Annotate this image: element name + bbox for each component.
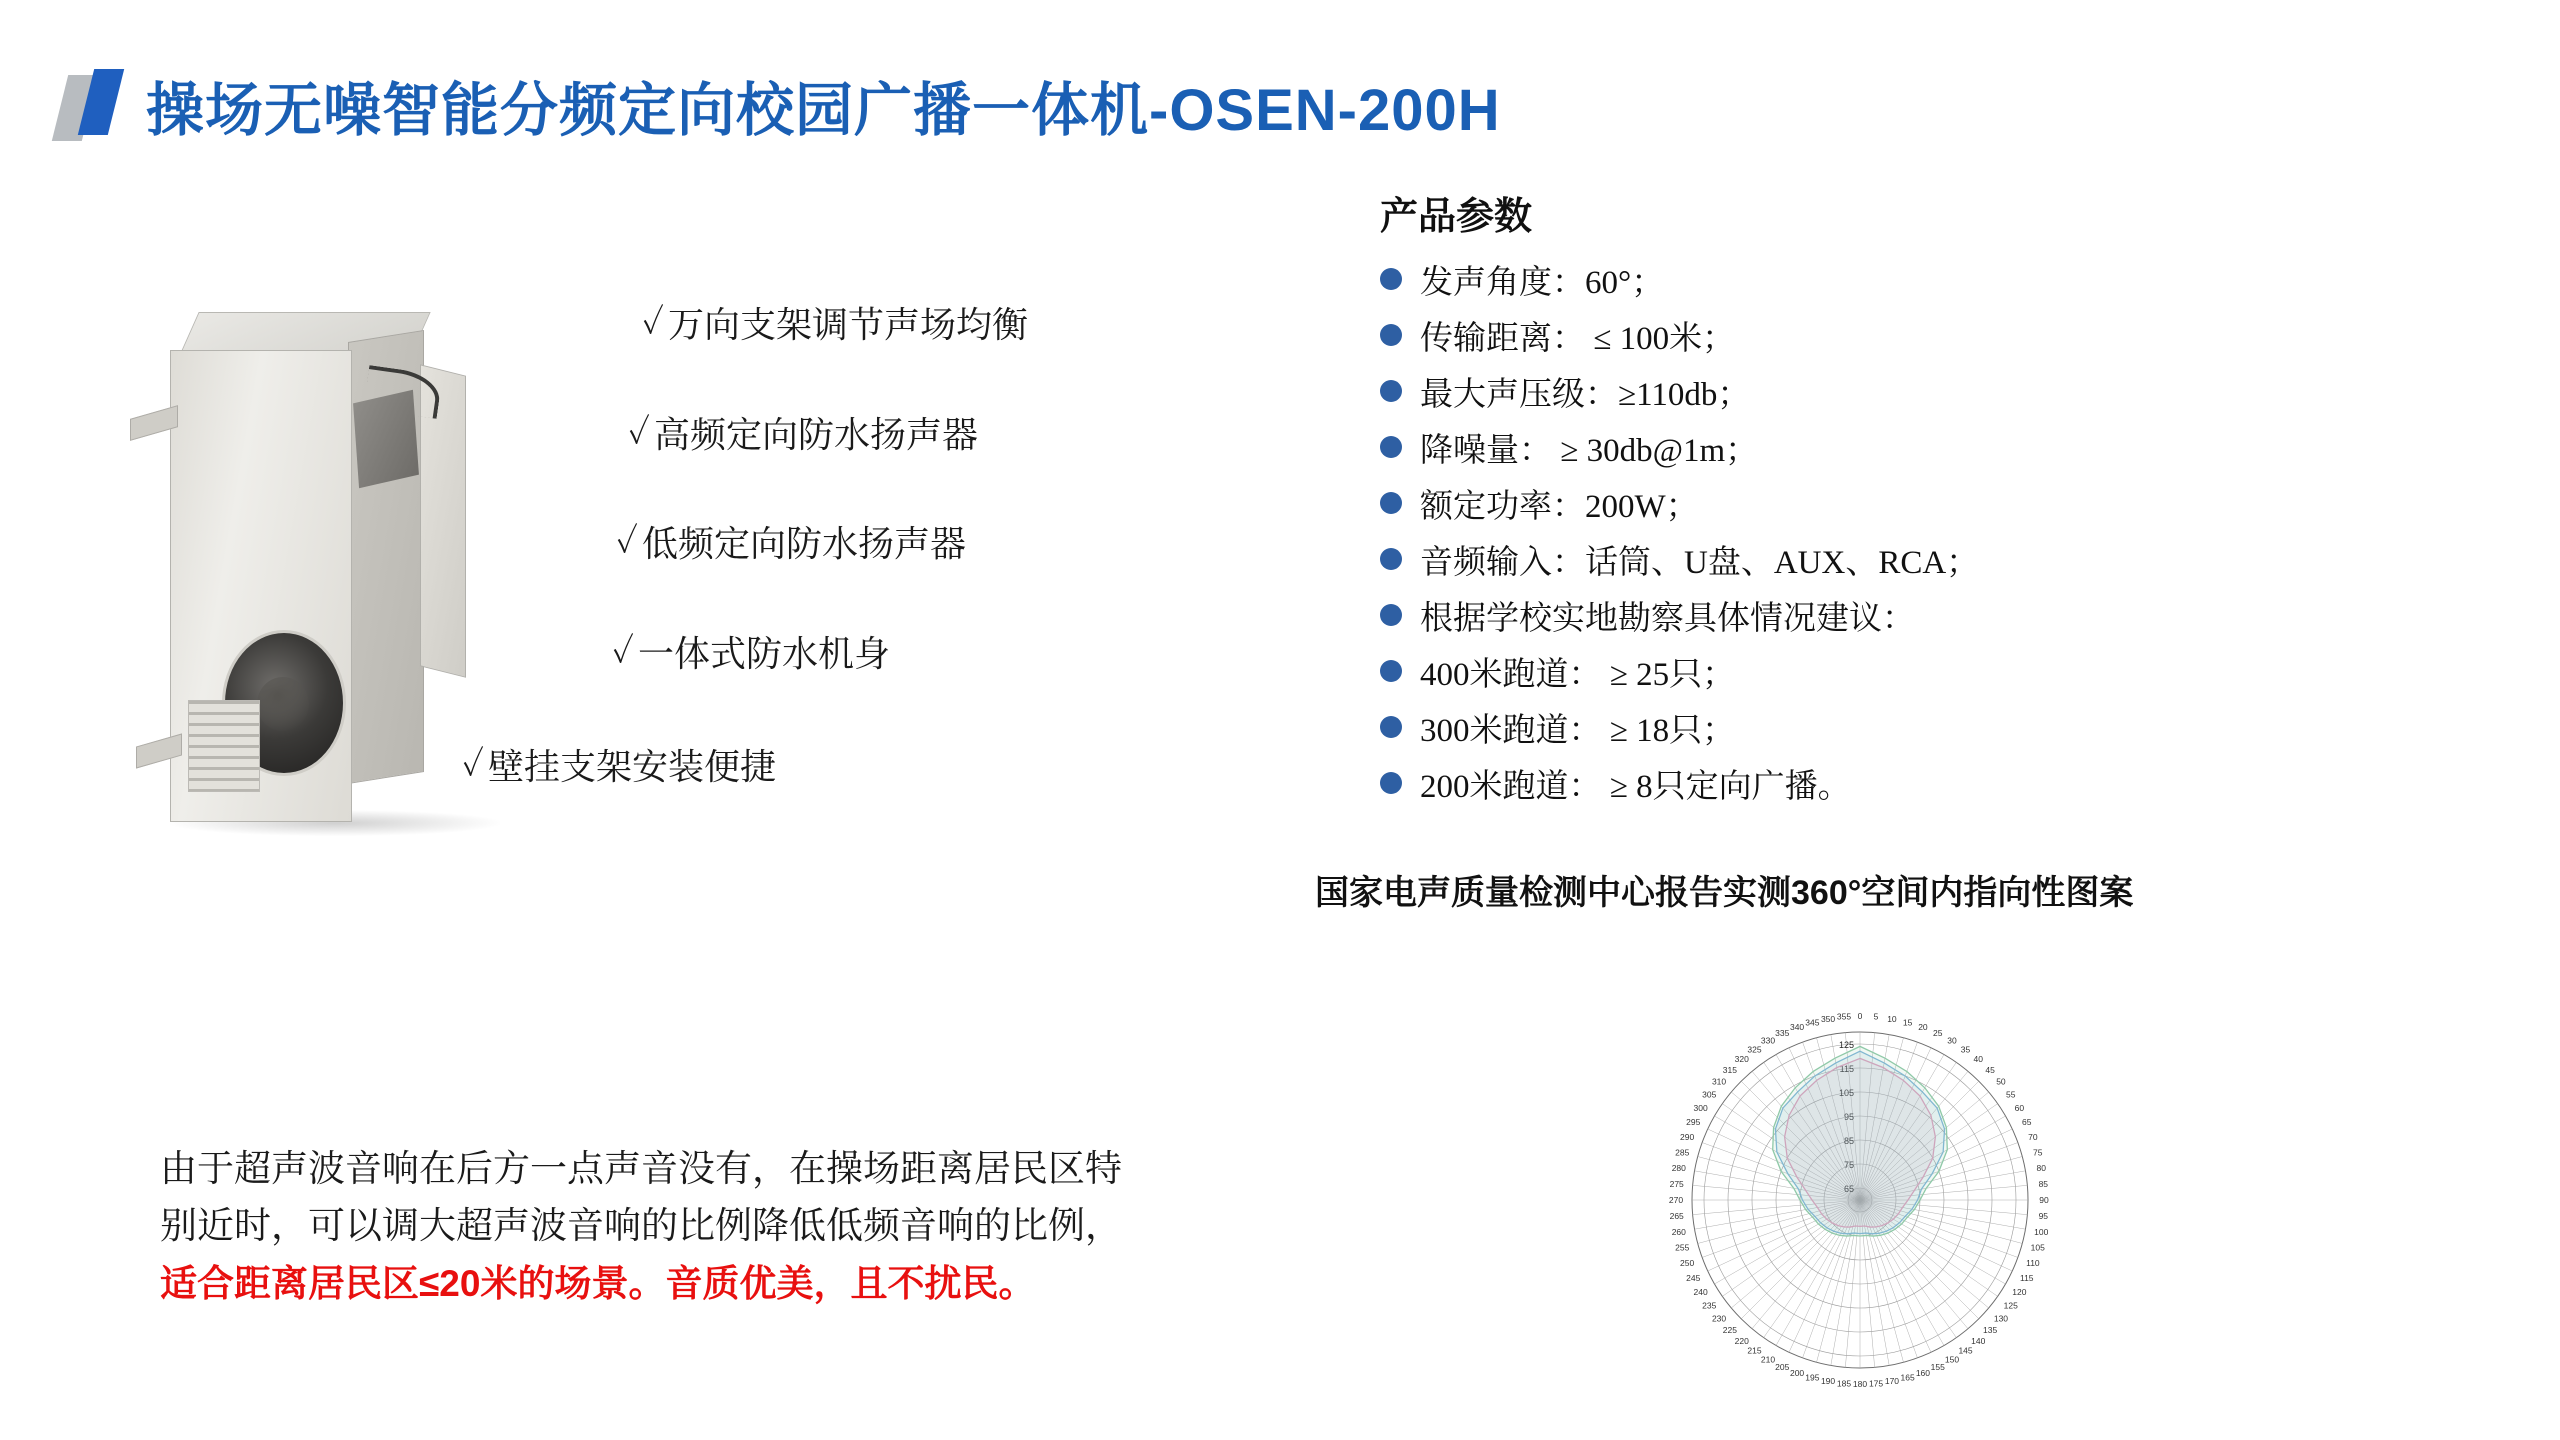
svg-text:115: 115 [2019,1272,2034,1283]
parameter-row [1380,592,2460,639]
page-title: 操场无噪智能分频定向校园广播一体机-OSEN-200H [146,78,1501,143]
svg-text:200: 200 [1789,1367,1805,1378]
parameter-text: 传输距离： ≤ 100米； [1420,321,1736,357]
svg-text:160: 160 [1915,1367,1931,1378]
feature-label: 高频定向防水扬声器 [653,413,978,455]
check-icon: ✓ [612,632,634,671]
feature-label: 一体式防水机身 [637,632,890,674]
svg-text:290: 290 [1680,1132,1695,1143]
svg-text:345: 345 [1805,1017,1820,1028]
bottom-note-line-3-highlight: 适合距离居民区≤20米的场景。音质优美，且不扰民。 [160,1262,1036,1304]
svg-text:35: 35 [1960,1044,1971,1055]
svg-text:320: 320 [1734,1054,1749,1065]
svg-text:40: 40 [1973,1054,1984,1065]
polar-chart-caption: 国家电声质量检测中心报告实测360°空间内指向性图案 [1315,874,2134,912]
svg-text:185: 185 [1836,1378,1852,1389]
svg-text:325: 325 [1747,1044,1762,1055]
feature-label: 壁挂支架安装便捷 [487,746,776,788]
svg-text:210: 210 [1760,1354,1776,1365]
svg-text:30: 30 [1947,1035,1957,1046]
svg-text:5: 5 [1873,1011,1879,1022]
parameter-row [1380,368,2460,415]
svg-text:225: 225 [1722,1325,1737,1336]
parameter-text: 降噪量： ≥ 30db@1m； [1420,433,1759,469]
svg-text:95: 95 [2038,1211,2049,1222]
feature-label: 万向支架调节声场均衡 [667,304,1028,345]
svg-text:295: 295 [1686,1117,1701,1128]
bullet-icon [1380,604,1402,626]
parameter-text: 最大声压级：≥110db； [1420,377,1751,413]
svg-text:125: 125 [1838,1040,1854,1050]
page-header [60,60,1501,150]
svg-text:180: 180 [1852,1379,1868,1389]
svg-text:205: 205 [1775,1361,1790,1372]
svg-text:135: 135 [1983,1325,1998,1336]
svg-text:20: 20 [1918,1022,1928,1033]
svg-text:190: 190 [1820,1376,1836,1387]
svg-text:265: 265 [1669,1211,1684,1222]
svg-text:230: 230 [1711,1313,1727,1324]
svg-text:310: 310 [1711,1076,1727,1087]
svg-text:260: 260 [1671,1226,1686,1237]
check-icon: ✓ [616,523,638,562]
svg-text:250: 250 [1680,1257,1695,1268]
parameter-text: 额定功率：200W； [1420,489,1699,525]
svg-text:335: 335 [1775,1028,1790,1039]
feature-item [616,524,1172,564]
svg-text:70: 70 [2028,1132,2038,1143]
svg-text:285: 285 [1675,1147,1690,1158]
bullet-icon [1380,268,1402,290]
svg-text:45: 45 [1985,1064,1995,1075]
parameter-row [1380,536,2460,583]
bullet-icon [1380,324,1402,346]
feature-item [612,634,1172,674]
svg-text:85: 85 [2038,1178,2049,1189]
svg-text:140: 140 [1971,1335,1986,1346]
feature-label: 低频定向防水扬声器 [641,523,966,565]
product-parameters [1380,185,2460,816]
ventilation-louvers [188,700,260,792]
svg-text:15: 15 [1902,1017,1913,1028]
check-icon: ✓ [462,746,484,785]
parameter-row [1380,760,2460,807]
bottom-note [160,1140,1480,1312]
svg-text:220: 220 [1734,1335,1749,1346]
svg-text:300: 300 [1693,1103,1708,1113]
svg-text:145: 145 [1958,1345,1973,1356]
svg-text:10: 10 [1887,1013,1897,1024]
svg-text:65: 65 [2022,1117,2032,1128]
svg-text:280: 280 [1671,1163,1686,1174]
svg-text:0: 0 [1857,1011,1863,1021]
bottom-note-line-1: 由于超声波音响在后方一点声音没有，在操场距离居民区特 [160,1148,1122,1189]
polar-directivity-chart [1610,955,2110,1425]
svg-text:270: 270 [1668,1195,1684,1205]
parameter-text: 400米跑道： ≥ 25只； [1420,657,1736,693]
bullet-icon [1380,380,1402,402]
svg-text:50: 50 [1996,1076,2006,1087]
svg-text:90: 90 [2039,1195,2049,1205]
svg-text:315: 315 [1722,1064,1737,1075]
svg-text:125: 125 [2003,1300,2018,1311]
svg-text:175: 175 [1868,1378,1884,1389]
feature-list [462,304,1172,788]
feature-item [642,305,1172,345]
svg-text:350: 350 [1820,1013,1836,1024]
bullet-icon [1380,436,1402,458]
svg-text:105: 105 [2030,1242,2045,1253]
bullet-icon [1380,548,1402,570]
svg-text:235: 235 [1702,1300,1717,1311]
polar-chart-svg [1610,955,2110,1425]
svg-text:245: 245 [1686,1272,1701,1283]
svg-text:60: 60 [2014,1103,2025,1113]
parameter-row [1380,424,2460,471]
svg-text:55: 55 [2005,1089,2016,1100]
bullet-icon [1380,492,1402,514]
parameter-row [1380,480,2460,527]
svg-text:110: 110 [2026,1257,2040,1268]
bullet-icon [1380,660,1402,682]
parameter-text: 200米跑道： ≥ 8只定向广播。 [1420,769,1851,805]
parameter-text: 音频输入：话筒、U盘、AUX、RCA； [1420,545,1980,581]
svg-text:100: 100 [2034,1226,2049,1237]
svg-text:25: 25 [1933,1028,1943,1039]
svg-text:80: 80 [2036,1163,2046,1174]
feature-item [462,747,1172,787]
svg-text:75: 75 [2032,1147,2043,1158]
bullet-icon [1380,716,1402,738]
parameter-row [1380,312,2460,359]
parameters-heading: 产品参数 [1380,196,1533,238]
svg-text:130: 130 [1993,1313,2009,1324]
svg-text:155: 155 [1930,1361,1945,1372]
svg-text:195: 195 [1805,1372,1820,1383]
svg-text:275: 275 [1669,1178,1684,1189]
parameter-row [1380,256,2460,303]
svg-text:165: 165 [1900,1372,1915,1383]
svg-text:170: 170 [1884,1376,1900,1387]
check-icon: ✓ [628,413,650,452]
svg-text:215: 215 [1747,1345,1762,1356]
svg-text:255: 255 [1675,1242,1690,1253]
bullet-icon [1380,772,1402,794]
parameter-text: 根据学校实地勘察具体情况建议： [1420,601,1915,637]
svg-text:240: 240 [1693,1287,1708,1297]
parameter-text: 300米跑道： ≥ 18只； [1420,713,1736,749]
svg-text:305: 305 [1702,1089,1717,1100]
title-accent-mark [60,69,122,141]
svg-text:330: 330 [1760,1035,1776,1046]
parameter-row [1380,704,2460,751]
svg-text:120: 120 [2012,1287,2027,1297]
check-icon: ✓ [642,304,664,342]
svg-text:150: 150 [1944,1354,1960,1365]
svg-text:340: 340 [1789,1022,1805,1033]
parameter-row [1380,648,2460,695]
svg-text:355: 355 [1836,1011,1852,1022]
bottom-note-line-2: 别近时，可以调大超声波音响的比例降低低频音响的比例， [160,1205,1122,1247]
feature-item [628,415,1172,455]
parameter-text: 发声角度：60°； [1420,265,1665,301]
